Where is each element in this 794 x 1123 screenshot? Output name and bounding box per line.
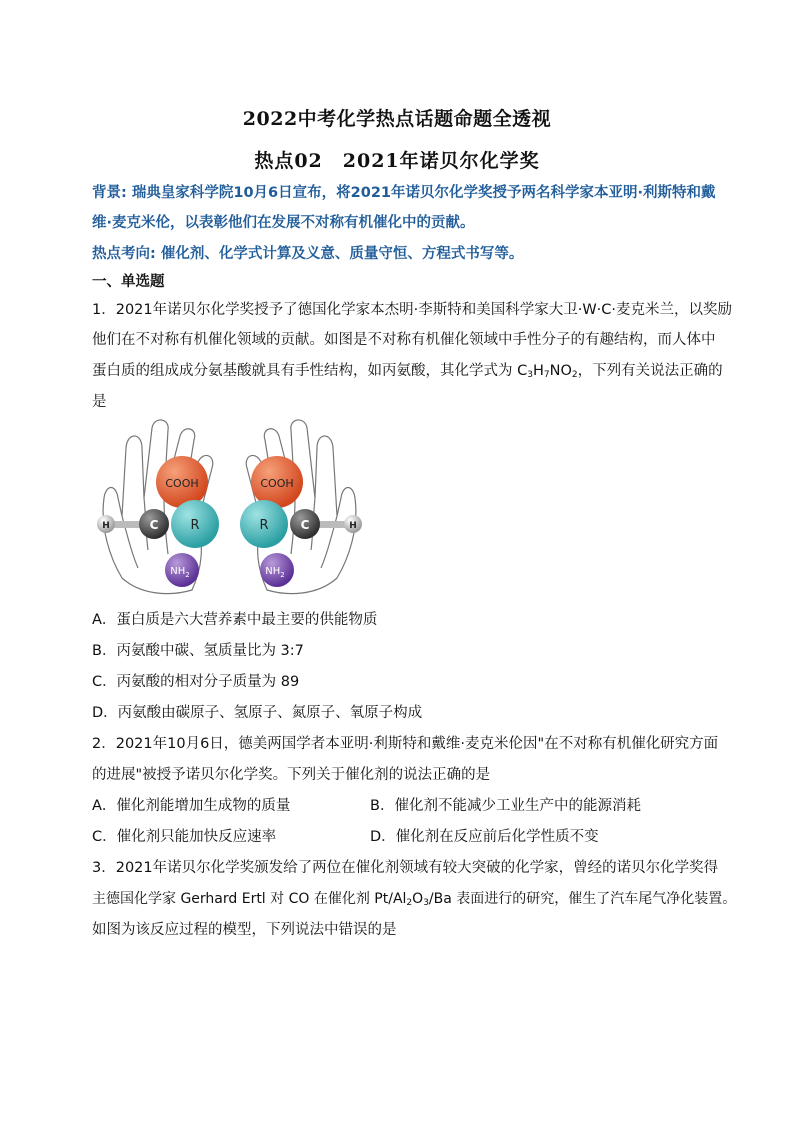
left-h-label: H <box>102 521 110 531</box>
right-h-label: H <box>349 521 357 531</box>
right-cooh-label: COOH <box>260 477 294 490</box>
page-title: 2022中考化学热点话题命题全透视 <box>242 108 552 130</box>
formula-no: NO <box>549 363 572 379</box>
q2-option-a: A．催化剂能增加生成物的质量 <box>92 798 291 814</box>
right-nh2-label: $NH_2$ <box>265 566 285 579</box>
background-label: 背景: <box>92 185 127 201</box>
q3-line3: 如图为该反应过程的模型，下列说法中错误的是 <box>92 922 397 938</box>
direction-label: 热点考向: <box>92 246 156 262</box>
background-paragraph-line1 <box>92 183 716 203</box>
right-c-label: C <box>300 518 310 532</box>
q3-line2 <box>92 889 736 913</box>
q2-option-d: D．催化剂在反应前后化学性质不变 <box>370 829 599 845</box>
hot-direction-line <box>92 244 523 264</box>
left-cooh-label: COOH <box>165 477 199 490</box>
q3-line1: 3．2021年诺贝尔化学奖颁发给了两位在催化剂领域有较大突破的化学家，曾经的诺贝尔化学奖得 <box>92 860 719 876</box>
q1-line3-b: ，下列有关说法正确的 <box>577 363 723 379</box>
page-subtitle: 热点02 2021年诺贝尔化学奖 <box>254 150 540 172</box>
background-text-2: 维·麦克米伦，以表彰他们在发展不对称有机催化中的贡献。 <box>92 215 475 231</box>
background-text-1: 瑞典皇家科学院10月6日宣布，将2021年诺贝尔化学奖授予两名科学家本亚明·利斯特和戴 <box>131 185 716 201</box>
q2-line2: 的进展"被授予诺贝尔化学奖。下列关于催化剂的说法正确的是 <box>92 767 491 783</box>
q1-option-d: D．丙氨酸由碳原子、氢原子、氮原子、氧原子构成 <box>92 705 423 721</box>
section-heading: 一、单选题 <box>92 274 165 290</box>
q2-option-c: C．催化剂只能加快反应速率 <box>92 829 277 845</box>
q1-option-a: A．蛋白质是六大营养素中最主要的供能物质 <box>92 612 378 628</box>
q3-sub-2: 2 <box>406 898 413 908</box>
left-molecule <box>97 456 219 587</box>
q3-line2-b: /Ba 表面进行的研究，催生了汽车尾气净化装置。 <box>428 891 737 907</box>
q1-line2: 他们在不对称有机催化领域的贡献。如图是不对称有机催化领域中手性分子的有趣结构，而人体中 <box>92 332 716 348</box>
direction-text: 催化剂、化学式计算及义意、质量守恒、方程式书写等。 <box>160 246 524 262</box>
q3-sub-3: 3 <box>423 898 429 908</box>
q1-line1: 1．2021年诺贝尔化学奖授予了德国化学家本杰明·李斯特和美国科学家大卫·W·C·麦克米兰，以奖励 <box>92 302 733 318</box>
formula-h: H <box>532 363 544 379</box>
q3-o: O <box>412 891 424 907</box>
left-c-label: C <box>149 518 159 532</box>
formula-sub-2: 2 <box>571 370 578 380</box>
right-r-label: R <box>259 518 269 533</box>
q2-line1: 2．2021年10月6日，德美两国学者本亚明·利斯特和戴维·麦克米伦因"在不对称有机催化研究方面 <box>92 736 719 752</box>
q3-line2-a: 主德国化学家 Gerhard Ertl 对 CO 在催化剂 Pt/Al <box>92 891 407 907</box>
left-r-label: R <box>190 518 200 533</box>
q1-line3 <box>92 361 723 385</box>
right-molecule <box>240 456 362 587</box>
formula-sub-3: 3 <box>527 370 533 380</box>
chiral-hands-figure <box>92 418 367 596</box>
formula-sub-7: 7 <box>543 370 550 380</box>
q1-option-b: B．丙氨酸中碳、氢质量比为 3:7 <box>92 643 304 659</box>
q2-option-b: B．催化剂不能减少工业生产中的能源消耗 <box>370 798 641 814</box>
q1-line4: 是 <box>92 394 107 410</box>
q1-option-c: C．丙氨酸的相对分子质量为 89 <box>92 674 300 690</box>
left-nh2-label: $NH_2$ <box>170 566 190 579</box>
q1-line3-a: 蛋白质的组成成分氨基酸就具有手性结构，如丙氨酸，其化学式为 C <box>92 363 528 379</box>
